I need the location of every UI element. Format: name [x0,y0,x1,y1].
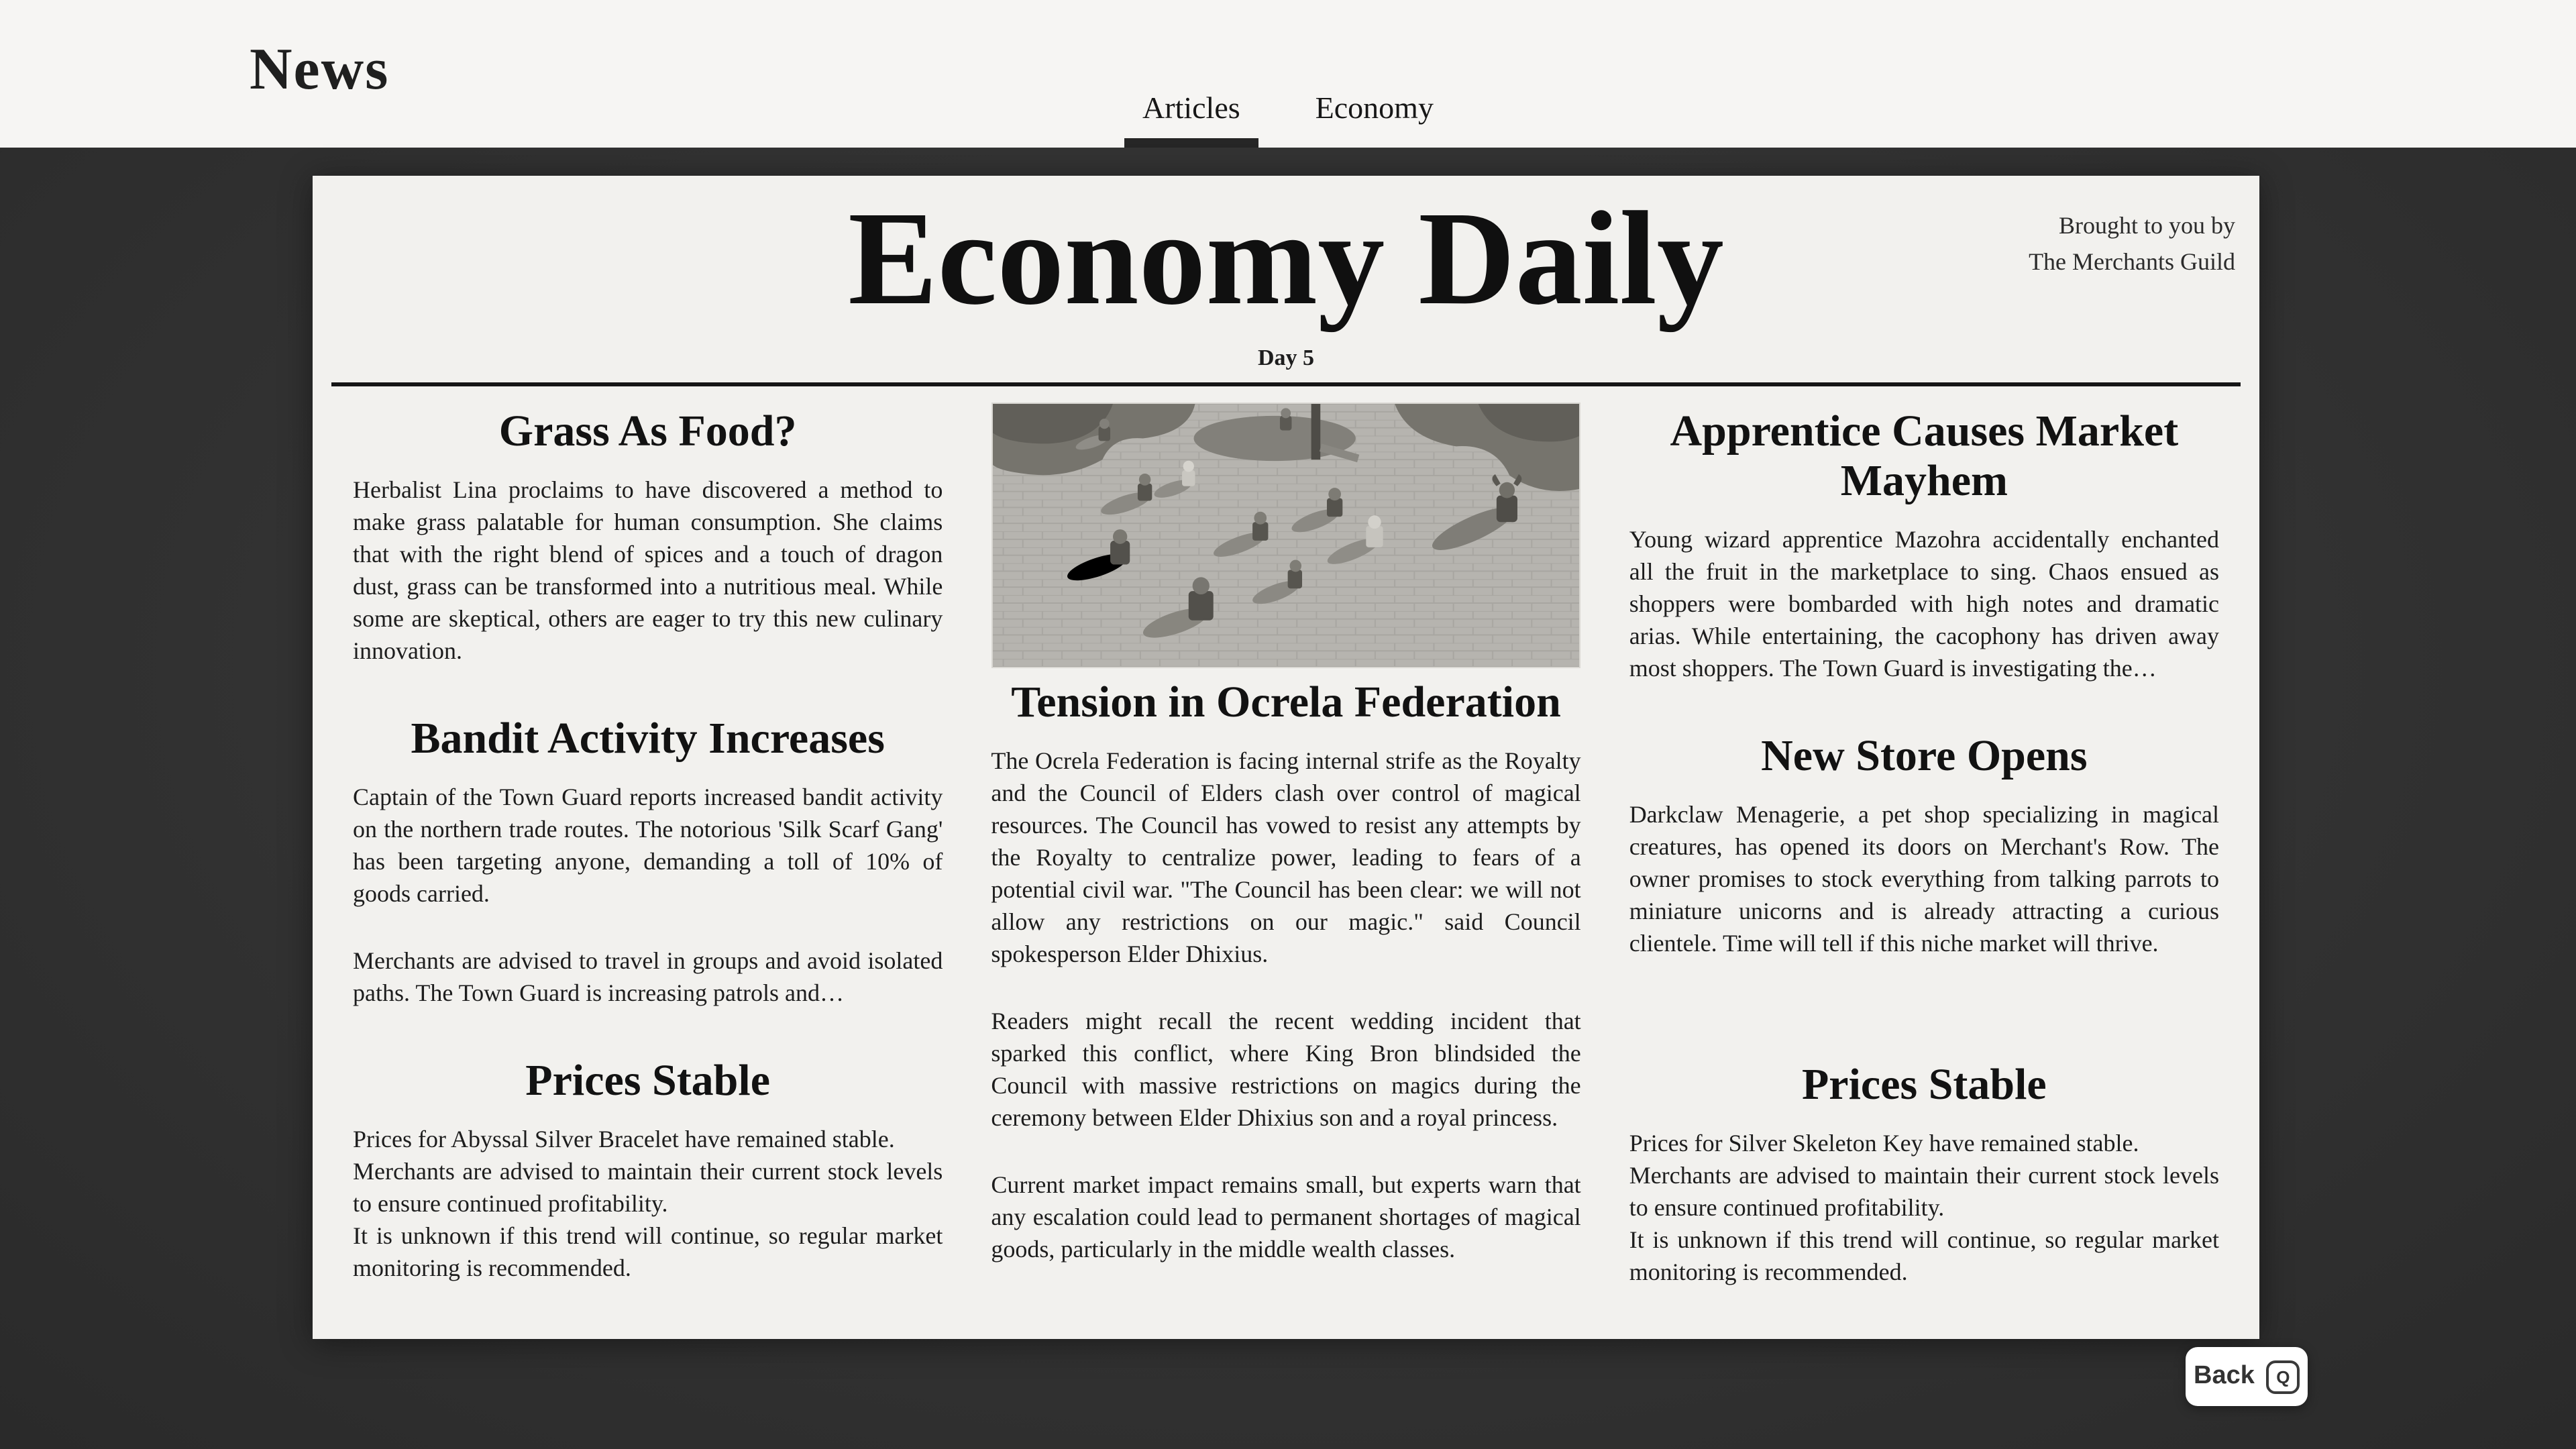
masthead-byline [2029,208,2235,280]
back-button-label: Back [2194,1362,2255,1390]
article-heading: Grass As Food? [498,408,797,456]
column-center [991,402,1580,1300]
tab-economy-label: Economy [1315,91,1434,125]
article-heading: Bandit Activity Increases [411,714,885,763]
article-line: Merchants are advised to maintain their current stock levels to ensure continued profitability. [353,1157,943,1217]
article-paragraph: Captain of the Town Guard reports increased bandit activity on the northern trade routes. The notorious 'Silk Scarf Gang' has been targeting anyone, demanding a toll of 10% of goods carried. [353,783,943,907]
newspaper-columns [313,386,2259,1300]
column-right [1629,402,2219,1300]
date-label: Day 5 [1257,345,1315,370]
article-line: Merchants are advised to maintain their current stock levels to ensure continued profitability. [1629,1161,2220,1221]
tab-articles-label: Articles [1142,91,1240,125]
article-paragraph: Readers might recall the recent wedding incident that sparked this conflict, where King Bron blindsided the Council with massive restrictions on magics during the ceremony between Elder Dhixius son and a royal princess. [991,1007,1581,1131]
newspaper-photo-image [991,402,1580,668]
article-line: Prices for Abyssal Silver Bracelet have remained stable. [353,1125,895,1152]
game-backdrop [0,148,2576,1449]
back-button[interactable] [2186,1347,2308,1406]
article-heading: New Store Opens [1761,732,2088,781]
article-paragraph: Herbalist Lina proclaims to have discovered a method to make grass palatable for human consumption. She claims that with the right blend of spices and a touch of dragon dust, grass can be transformed into a nutritious meal. While some are skeptical, others are eager to try this new culinary innovation. [353,476,943,664]
hotkey-q-badge: Q [2267,1360,2300,1393]
article-paragraph: The Ocrela Federation is facing internal strife as the Royalty and the Council of Elders clash over control of magical resources. The Council has vowed to resist any attempts by the Royalty to centralize power, leading to fears of a potential civil war. "The Council has been clear: we will not allow any restrictions on our magic." said Council spokesperson Elder Dhixius. [991,747,1581,967]
header-tabs [0,0,2576,148]
column-left [353,402,943,1300]
header-bar [0,0,2576,148]
article-heading: Prices Stable [525,1057,771,1106]
article-paragraph: Young wizard apprentice Mazohra accidentally enchanted all the fruit in the marketplace to sing. Chaos ensued as shoppers were bombarded with high notes and dramatic arias. While entertaining, the cacophony has driven away most shoppers. The Town Guard is investigating the… [1629,525,2220,682]
article-paragraph: Merchants are advised to travel in groups and avoid isolated paths. The Town Guard is increasing patrols and… [353,947,943,1006]
article-heading: Apprentice Causes Market Mayhem [1670,408,2179,506]
article-heading: Prices Stable [1801,1061,2047,1110]
article-paragraph: Current market impact remains small, but experts warn that any escalation could lead to permanent shortages of magical goods, particularly in the middle wealth classes. [991,1171,1581,1263]
tab-articles[interactable] [1142,91,1240,126]
byline-line-1: Brought to you by [2058,212,2235,239]
tab-economy[interactable] [1316,91,1434,126]
article-line: It is unknown if this trend will continue, so regular market monitoring is recommended. [353,1222,943,1281]
byline-line-2: The Merchants Guild [2029,248,2235,275]
article-line: Prices for Silver Skeleton Key have remained stable. [1629,1129,2139,1157]
newspaper-page [313,176,2259,1339]
masthead-title: Economy Daily [848,184,1724,333]
page-title: News [250,36,390,102]
article-heading: Tension in Ocrela Federation [1011,679,1561,727]
article-paragraph: Darkclaw Menagerie, a pet shop specializing in magical creatures, has opened its doors on Merchant's Row. The owner promises to stock everything from talking parrots to miniature unicorns and is already attracting a curious clientele. Time will tell if this niche market will thrive. [1629,800,2220,957]
article-line: It is unknown if this trend will continue, so regular market monitoring is recommended. [1629,1226,2220,1285]
